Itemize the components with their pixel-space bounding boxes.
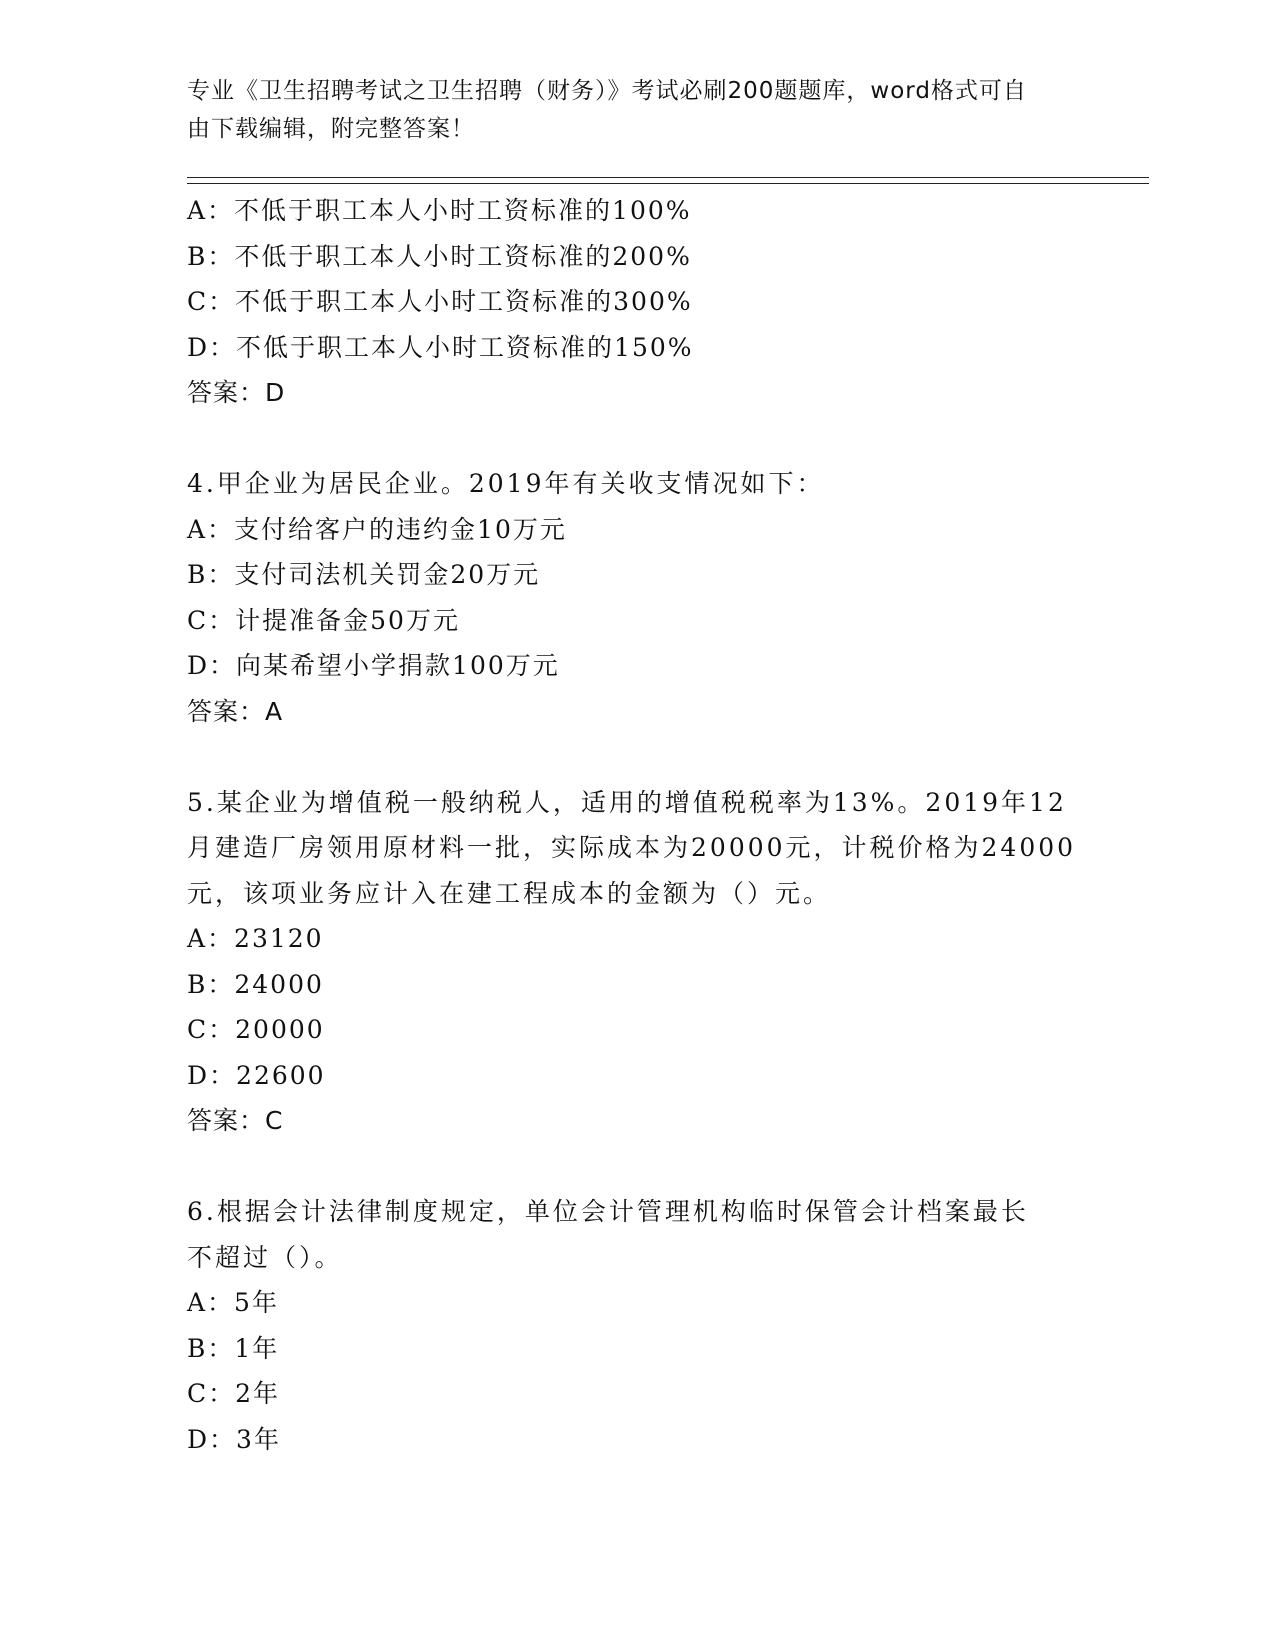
- option-a: A：5年: [187, 1288, 279, 1317]
- answer-line: 答案：A: [187, 696, 284, 726]
- option-d: D：22600: [187, 1060, 326, 1090]
- option-d: D：3年: [187, 1424, 281, 1454]
- header-line-1: 专业《卫生招聘考试之卫生招聘（财务）》考试必刷200题题库，word格式可自: [187, 78, 1027, 104]
- spacer: [187, 1144, 1087, 1190]
- option-b: B：不低于职工本人小时工资标准的200%: [187, 241, 692, 271]
- question-5: [187, 780, 1087, 1144]
- document-header: [187, 72, 1067, 148]
- header-divider-top: [187, 177, 1149, 178]
- option-d: D：向某希望小学捐款100万元: [187, 651, 560, 680]
- header-line-2: 由下载编辑，附完整答案！: [187, 116, 475, 142]
- header-divider-bottom: [187, 183, 1149, 184]
- option-c: C：20000: [187, 1015, 325, 1044]
- option-a: A：23120: [187, 924, 324, 953]
- option-c: C：不低于职工本人小时工资标准的300%: [187, 287, 693, 316]
- answer-line: 答案：C: [187, 1106, 284, 1135]
- option-b: B：支付司法机关罚金20万元: [187, 560, 541, 589]
- question-stem: 5.某企业为增值税一般纳税人，适用的增值税税率为13%。2019年12: [187, 787, 1067, 817]
- question-4: [187, 461, 1087, 734]
- option-c: C：2年: [187, 1379, 281, 1408]
- question-6: [187, 1189, 1087, 1462]
- question-stem: 不超过（）。: [187, 1242, 343, 1272]
- question-stem: 元，该项业务应计入在建工程成本的金额为（）元。: [187, 878, 832, 908]
- question-stem: 月建造厂房领用原材料一批，实际成本为20000元，计税价格为24000: [187, 833, 1077, 862]
- option-c: C：计提准备金50万元: [187, 605, 460, 635]
- question-stem: 4.甲企业为居民企业。2019年有关收支情况如下：: [187, 469, 825, 498]
- answer-line: 答案：D: [187, 378, 286, 407]
- option-a: A：不低于职工本人小时工资标准的100%: [187, 196, 692, 225]
- option-a: A：支付给客户的违约金10万元: [187, 514, 567, 544]
- option-d: D：不低于职工本人小时工资标准的150%: [187, 332, 694, 362]
- option-b: B：24000: [187, 969, 324, 999]
- spacer: [187, 734, 1087, 780]
- question-list: [187, 188, 1087, 1462]
- option-b: B：1年: [187, 1333, 280, 1363]
- spacer: [187, 416, 1087, 462]
- question-3: [187, 188, 1087, 416]
- question-stem: 6.根据会计法律制度规定，单位会计管理机构临时保管会计档案最长: [187, 1197, 1029, 1226]
